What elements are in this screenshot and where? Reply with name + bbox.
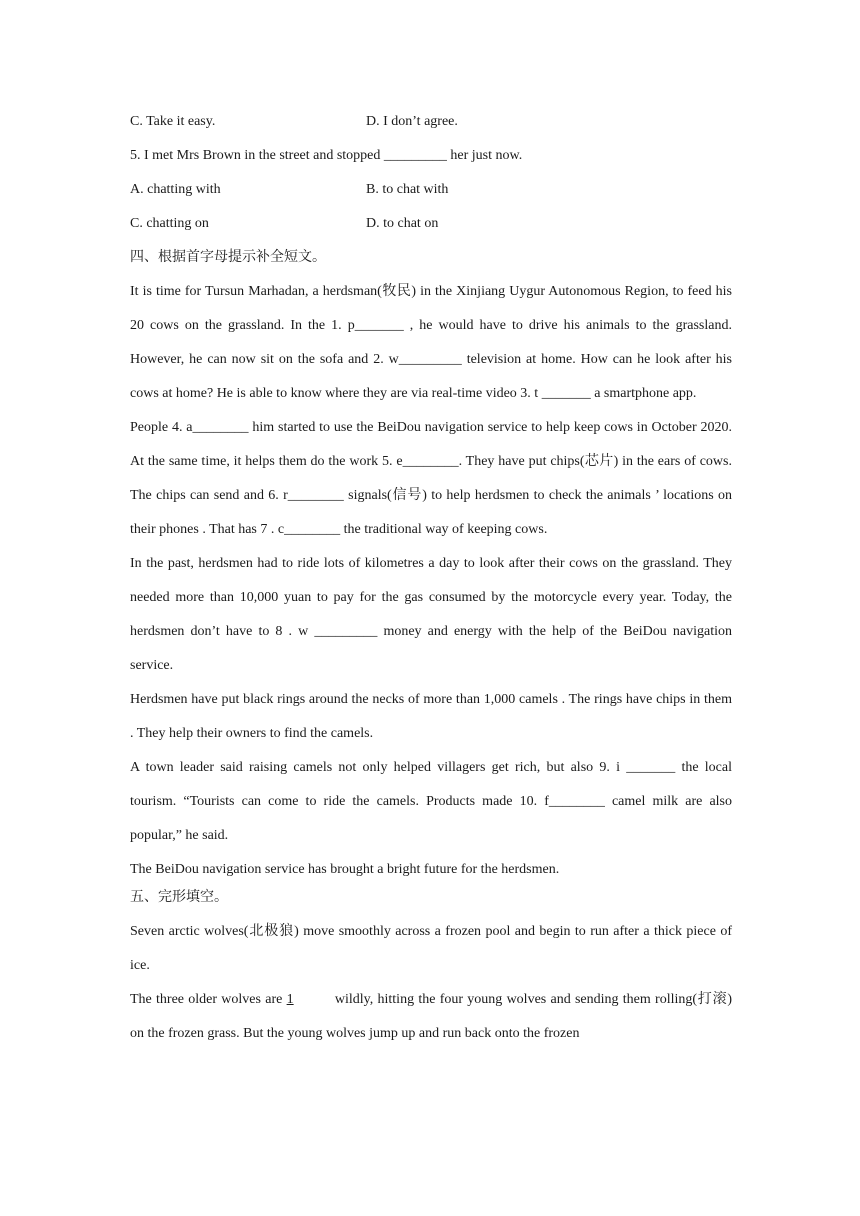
option-c: C. Take it easy. [130,114,216,129]
option-a: A. chatting with [130,182,221,197]
option-d: D. to chat on [366,216,439,231]
option-c: C. chatting on [130,216,209,231]
passage-paragraph: It is time for Tursun Marhadan, a herdsman(牧民) in the Xinjiang Uygur Autonomous Region, to feed his 20 cows on the grassland. In the 1. p_______ , he would have to drive his animals to the grassland. However, he can now sit on the sofa and 2. w_________ television at home. How can he look after his cows at home? He is able to know where they are via real-time video 3. t _______ a smartphone app. [130,284,732,401]
cloze-text: wildly, hitting the four young wolves and sending them rolling(打滚) on the frozen grass. But the young wolves jump up and run back onto the frozen [130,992,733,1041]
question-5-options-cd [130,213,732,247]
section-5-heading: 五、完形填空。 [130,890,228,905]
cloze-text: The three older wolves are [130,992,287,1007]
cloze-paragraph: Seven arctic wolves(北极狼) move smoothly across a frozen pool and begin to run after a thick piece of ice. [130,924,732,973]
question-5-stem: 5. I met Mrs Brown in the street and stopped _________ her just now. [130,148,523,163]
question-5-options-ab [130,179,732,213]
passage-paragraph: Herdsmen have put black rings around the necks of more than 1,000 camels . The rings have chips in them . They help their owners to find the camels. [130,692,732,741]
section-4-heading: 四、根据首字母提示补全短文。 [130,250,326,265]
question-4-options-cd [130,111,732,145]
option-d: D. I don’t agree. [366,114,458,129]
document-content [130,111,732,1057]
cloze-blank-1: 1 [286,992,294,1007]
passage-paragraph: People 4. a________ him started to use the BeiDou navigation service to help keep cows in October 2020. At the same time, it helps them do the work 5. e________. They have put chips(芯片) in the ears of cows. The chips can send and 6. r________ signals(信号) to help herdsmen to check the animals ’ locations on their phones . That has 7 . c________ the traditional way of keeping cows. [130,420,732,537]
passage-paragraph: In the past, herdsmen had to ride lots of kilometres a day to look after their cows on the grassland. They needed more than 10,000 yuan to pay for the gas consumed by the motorcycle every year. Today, the herdsmen don’t have to 8 . w _________ money and energy with the help of the BeiDou navigation service. [130,556,732,673]
passage-paragraph: The BeiDou navigation service has brought a bright future for the herdsmen. [130,862,560,877]
passage-paragraph: A town leader said raising camels not only helped villagers get rich, but also 9. i _______ the local tourism. “Tourists can come to ride the camels. Products made 10. f________ camel milk are also popular,” he said. [130,760,732,843]
option-b: B. to chat with [366,182,449,197]
cloze-paragraph [130,983,732,1051]
